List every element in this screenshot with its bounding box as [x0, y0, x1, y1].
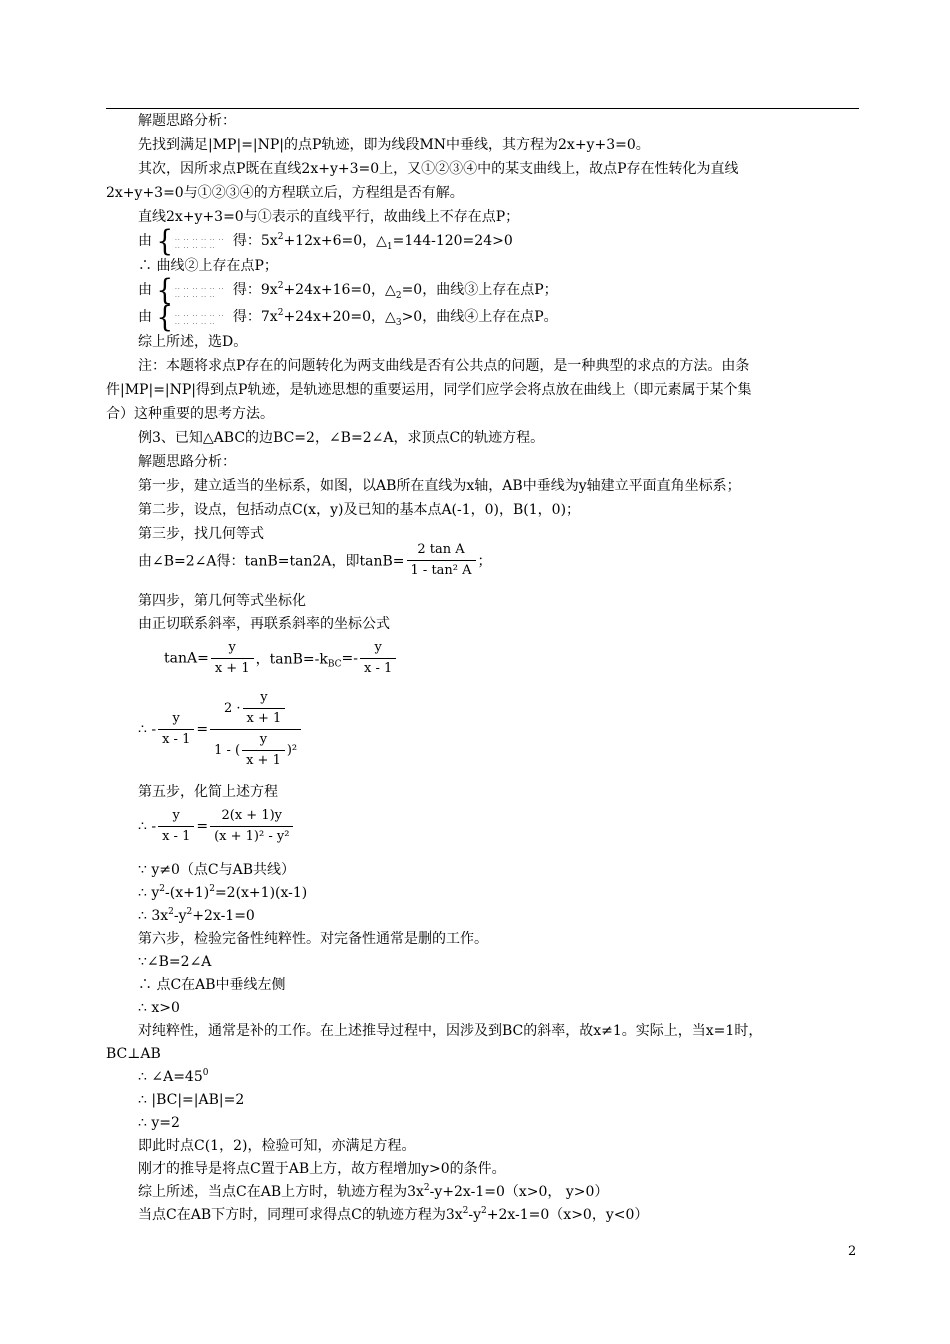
compound-numerator: [210, 688, 301, 730]
equation-system-image: ·· ·· ·· ·· ·· ·· ·· ·· ·· ·· ··: [175, 313, 225, 328]
sub: BC: [327, 659, 342, 670]
fraction: [158, 709, 194, 750]
fraction: [210, 806, 293, 847]
sup: 2: [277, 308, 284, 318]
text-line: 第六步，检验完备性纯粹性。对完备性通常是删的工作。: [138, 931, 488, 947]
formula-simplified: [138, 806, 295, 847]
text-line: 其次，因所求点P既在直线2x+y+3=0上，又①②③④中的某支曲线上，故点P存在性转化为直线: [138, 161, 739, 177]
denominator: x + 1: [246, 753, 281, 768]
denominator: x + 1: [214, 661, 250, 676]
sup: 2: [168, 907, 174, 917]
text-line: 第一步，建立适当的坐标系，如图，以AB所在直线为x轴，AB中垂线为y轴建立平面直角坐标系；: [138, 478, 741, 494]
text-line: 解题思路分析：: [138, 454, 236, 470]
equation-system-image: ·· ·· ·· ·· ·· ·· ·· ·· ·· ·· ··: [175, 237, 225, 252]
text: ∴ y: [138, 885, 160, 901]
text: 由: [138, 282, 152, 298]
formula-tan-slopes: [164, 638, 398, 679]
page-number: 2: [848, 1244, 857, 1259]
text-line: 先找到满足|MP|=|NP|的点P轨迹，即为线段MN中垂线，其方程为2x+y+3=0。: [138, 137, 650, 153]
sup: 2: [159, 884, 166, 894]
text: +2x-1=0（x>0，y<0）: [486, 1207, 649, 1223]
system-line-1: [138, 225, 513, 259]
text: ；: [477, 553, 492, 570]
sub: 1: [386, 241, 393, 252]
text: ∴ ∠A=45: [138, 1069, 203, 1085]
text: =2(x+1)(x-1): [214, 885, 308, 901]
text-line: ∴ y=2: [138, 1115, 180, 1131]
text-line: 第四步，第几何等式坐标化: [138, 593, 306, 609]
denominator: x + 1: [246, 711, 282, 726]
text-line: [138, 1205, 648, 1225]
text-line: [138, 1067, 208, 1087]
text: 综上所述，当点C在AB上方时，轨迹方程为3x: [138, 1184, 424, 1200]
formula-tan2a: [138, 540, 492, 581]
text-line: ∴ |BC|=|AB|=2: [138, 1092, 245, 1108]
text: -y: [468, 1207, 481, 1223]
sup: 2: [277, 232, 284, 242]
brace-icon: {: [156, 301, 173, 335]
text: -(x+1): [165, 885, 210, 901]
denominator: x - 1: [162, 829, 191, 844]
header-rule: [106, 108, 859, 109]
text: ∴ -: [138, 721, 157, 738]
text: ∴ 3x: [138, 908, 169, 924]
numerator: y: [242, 730, 285, 751]
text: 由∠B=2∠A得：tanB=tan2A，即tanB=: [138, 553, 405, 570]
text-line: 件|MP|=|NP|得到点P轨迹，是轨迹思想的重要运用，同学们应学会将点放在曲线上（即元素属于某个集: [106, 382, 752, 398]
text-line: [138, 883, 307, 903]
text-line: ∵ y≠0（点C与AB共线）: [138, 862, 296, 878]
text: 当点C在AB下方时，同理可求得点C的轨迹方程为3x: [138, 1207, 463, 1223]
sup: 2: [423, 1183, 430, 1193]
text-line: ∴ 曲线②上存在点P；: [138, 258, 278, 274]
text-line: 即此时点C(1，2)，检验可知，亦满足方程。: [138, 1138, 416, 1154]
text-line: 由正切联系斜率，再联系斜率的坐标公式: [138, 616, 390, 632]
denominator: (x + 1)² - y²: [214, 829, 290, 844]
fraction: [360, 638, 396, 679]
text: >0，曲线④上存在点P。: [401, 309, 558, 325]
text: =-: [341, 650, 358, 667]
text-line: 第三步，找几何等式: [138, 526, 264, 542]
text: -y: [173, 908, 187, 924]
text-line: 2x+y+3=0与①②③④的方程联立后，方程组是否有解。: [106, 185, 464, 201]
text-line: 第五步，化简上述方程: [138, 784, 278, 800]
text-line: 综上所述，选D。: [138, 334, 248, 350]
text: +24x+20=0，△: [283, 309, 396, 325]
system-line-2: [138, 274, 558, 308]
denominator: 1 - tan² A: [410, 563, 472, 578]
sup: 2: [277, 281, 284, 291]
sub: 2: [395, 290, 402, 301]
numerator: 2(x + 1)y: [210, 806, 293, 827]
fraction: [243, 688, 286, 729]
sup: 2: [481, 1206, 487, 1216]
text-line: ∴ 点C在AB中垂线左侧: [138, 977, 286, 993]
text: tanA=: [164, 650, 209, 667]
text-line: 对纯粹性，通常是补的工作。在上述推导过程中，因涉及到BC的斜率，故x≠1。实际上，当x=1时，: [138, 1023, 763, 1039]
compound-denominator: [210, 730, 301, 771]
text-line: ∴ x>0: [138, 1000, 180, 1016]
text-line: ∵∠B=2∠A: [138, 954, 212, 970]
brace-icon: {: [156, 274, 173, 308]
text-line: 合）这种重要的思考方法。: [106, 406, 274, 422]
text-line: BC⊥AB: [106, 1046, 161, 1062]
equation-system-image: ·· ·· ·· ·· ·· ·· ·· ·· ·· ·· ··: [175, 286, 225, 301]
text: 得：7x: [232, 309, 278, 325]
sup: 2: [462, 1206, 469, 1216]
compound-fraction: [210, 688, 301, 771]
text-line: [138, 906, 255, 926]
text-line: 注：本题将求点P存在的问题转化为两支曲线是否有公共点的问题，是一种典型的求点的方法。由条: [138, 358, 750, 374]
formula-substitution: [138, 688, 303, 771]
fraction: [407, 540, 476, 581]
numerator: y: [158, 709, 194, 730]
text: =0，曲线③上存在点P；: [401, 282, 558, 298]
text: 1 - (: [214, 743, 241, 758]
text: +12x+6=0，△: [283, 233, 387, 249]
denominator: x - 1: [363, 661, 393, 676]
denominator: x - 1: [162, 732, 191, 747]
text: 2 ·: [223, 701, 241, 716]
brace-icon: {: [156, 225, 173, 259]
text: =: [196, 818, 209, 835]
numerator: 2 tan A: [407, 540, 476, 561]
system-line-3: [138, 301, 558, 335]
sub: 3: [395, 317, 402, 328]
numerator: y: [211, 638, 254, 659]
text: 由: [138, 233, 152, 249]
sup: 2: [209, 884, 215, 894]
text: 由: [138, 309, 152, 325]
numerator: y: [158, 806, 194, 827]
text: ，tanB=-k: [255, 651, 328, 668]
text: 得：5x: [232, 233, 278, 249]
numerator: y: [243, 688, 286, 709]
text: =144-120=24>0: [392, 233, 513, 249]
numerator: y: [360, 638, 396, 659]
text-line: 第二步，设点，包括动点C(x，y)及已知的基本点A(-1，0)，B(1，0)；: [138, 502, 581, 518]
text: -y+2x-1=0（x>0， y>0）: [429, 1184, 609, 1200]
fraction: [158, 806, 194, 847]
text: +24x+16=0，△: [283, 282, 396, 298]
text: )²: [286, 743, 298, 758]
text-line: 直线2x+y+3=0与①表示的直线平行，故曲线上不存在点P；: [138, 209, 520, 225]
fraction: [242, 730, 285, 771]
text-line: [138, 1182, 608, 1202]
text-line: 例3、已知△ABC的边BC=2，∠B=2∠A，求顶点C的轨迹方程。: [138, 430, 545, 446]
text: ∴ -: [138, 818, 157, 835]
text-line: 刚才的推导是将点C置于AB上方，故方程增加y>0的条件。: [138, 1161, 506, 1177]
text: +2x-1=0: [192, 908, 255, 924]
text: =: [196, 721, 209, 738]
text: 得：9x: [232, 282, 278, 298]
fraction: [211, 638, 254, 679]
sup: 0: [202, 1068, 209, 1078]
sup: 2: [186, 907, 193, 917]
text-line: 解题思路分析：: [138, 113, 236, 129]
